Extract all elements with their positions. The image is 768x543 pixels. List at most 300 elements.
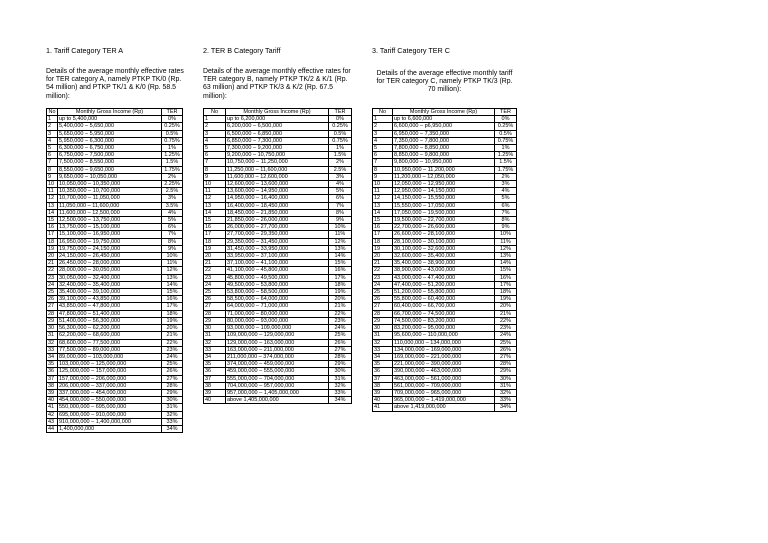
cell-ter-rate: 25% — [329, 332, 352, 339]
cell-income-range: 60,400,000 – 66,700,000 — [393, 303, 495, 310]
cell-ter-rate: 16% — [162, 296, 183, 303]
cell-no: 2 — [204, 123, 226, 130]
cell-income-range: 561,000,000 – 709,000,000 — [393, 382, 495, 389]
cell-no: 34 — [204, 353, 226, 360]
cell-income-range: 11,600,000 – 12,500,000 — [58, 209, 162, 216]
cell-no: 11 — [373, 188, 393, 195]
cell-no: 39 — [204, 389, 226, 396]
table-row — [373, 145, 517, 152]
section-heading: 3. Tariff Category TER C — [372, 46, 450, 55]
cell-no: 24 — [47, 281, 58, 288]
cell-no: 33 — [204, 346, 226, 353]
cell-income-range: 14,150,000 – 15,550,000 — [393, 195, 495, 202]
table-row — [47, 217, 183, 224]
cell-ter-rate: 33% — [329, 389, 352, 396]
cell-no: 33 — [373, 346, 393, 353]
table-row — [47, 224, 183, 231]
cell-no: 2 — [47, 123, 58, 130]
cell-no: 25 — [47, 289, 58, 296]
cell-no: 6 — [47, 152, 58, 159]
header-income: Monthly Gross Income (Rp) — [58, 109, 162, 116]
cell-ter-rate: 0.5% — [329, 130, 352, 137]
cell-no: 8 — [204, 166, 226, 173]
table-row — [373, 397, 517, 404]
cell-income-range: 83,200,000 – 95,000,000 — [393, 325, 495, 332]
table-row — [47, 195, 183, 202]
cell-ter-rate: 29% — [495, 368, 517, 375]
cell-ter-rate: 0% — [329, 116, 352, 123]
cell-ter-rate: 7% — [162, 231, 183, 238]
cell-income-range: 6,750,000 – 7,500,000 — [58, 152, 162, 159]
cell-ter-rate: 26% — [329, 339, 352, 346]
cell-income-range: 337,000,000 – 454,000,000 — [58, 389, 162, 396]
cell-income-range: 22,700,000 – 26,600,000 — [393, 224, 495, 231]
cell-no: 7 — [373, 159, 393, 166]
cell-no: 27 — [204, 303, 226, 310]
cell-ter-rate: 23% — [162, 346, 183, 353]
table-row — [47, 310, 183, 317]
cell-income-range: 110,000,000 – 134,000,000 — [393, 339, 495, 346]
cell-no: 14 — [204, 209, 226, 216]
table-row — [373, 173, 517, 180]
header-ter: TER — [495, 109, 517, 116]
table-row — [204, 310, 352, 317]
table-row — [47, 267, 183, 274]
cell-income-range: 9,800,000 – 10,950,000 — [393, 159, 495, 166]
cell-income-range: 62,200,000 – 68,600,000 — [58, 332, 162, 339]
cell-income-range: 6,600,000 – p6,950,000 — [393, 123, 495, 130]
table-row — [204, 332, 352, 339]
table-row — [47, 332, 183, 339]
table-row — [373, 310, 517, 317]
table-row — [47, 181, 183, 188]
cell-no: 17 — [373, 231, 393, 238]
cell-no: 30 — [204, 325, 226, 332]
cell-income-range: 134,000,000 – 169,000,000 — [393, 346, 495, 353]
cell-income-range: 49,500,000 – 53,800,000 — [226, 281, 329, 288]
cell-ter-rate: 20% — [162, 325, 183, 332]
cell-income-range: 64,000,000 – 71,000,000 — [226, 303, 329, 310]
table-row — [204, 397, 352, 404]
table-row — [373, 375, 517, 382]
cell-income-range: 28,000,000 – 30,050,000 — [58, 267, 162, 274]
cell-ter-rate: 25% — [162, 361, 183, 368]
cell-income-range: 74,500,000 – 83,200,000 — [393, 317, 495, 324]
table-row — [47, 159, 183, 166]
cell-ter-rate: 21% — [329, 303, 352, 310]
cell-income-range: 56,300,000 – 62,200,000 — [58, 325, 162, 332]
header-income: Monthly Gross Income (Rp) — [226, 109, 329, 116]
cell-no: 40 — [204, 397, 226, 404]
cell-income-range: 5,400,000 – 5,650,000 — [58, 123, 162, 130]
cell-no: 40 — [373, 397, 393, 404]
cell-income-range: 695,000,000 – 910,000,000 — [58, 411, 162, 418]
cell-ter-rate: 4% — [495, 188, 517, 195]
cell-no: 18 — [47, 238, 58, 245]
cell-ter-rate: 22% — [329, 310, 352, 317]
cell-ter-rate: 26% — [162, 368, 183, 375]
table-row — [47, 361, 183, 368]
cell-ter-rate: 18% — [495, 289, 517, 296]
cell-income-range: 12,050,000 – 12,950,000 — [393, 181, 495, 188]
cell-no: 29 — [47, 317, 58, 324]
table-row — [204, 317, 352, 324]
cell-ter-rate: 18% — [329, 281, 352, 288]
table-row — [47, 339, 183, 346]
cell-ter-rate: 11% — [162, 260, 183, 267]
cell-no: 29 — [204, 317, 226, 324]
table-row — [373, 339, 517, 346]
cell-income-range: 10,950,000 – 11,200,000 — [393, 166, 495, 173]
section-description: Details of the average effective monthly tariff for TER category C, namely PTKP TK/3 (Rp. 70 million): — [376, 70, 513, 94]
cell-ter-rate: 9% — [162, 245, 183, 252]
cell-no: 13 — [204, 202, 226, 209]
cell-ter-rate: 7% — [495, 209, 517, 216]
cell-no: 15 — [373, 217, 393, 224]
table-row — [47, 274, 183, 281]
cell-ter-rate: 0% — [162, 116, 183, 123]
section-ter-a — [46, 46, 186, 433]
table-row — [204, 145, 352, 152]
table-row — [204, 260, 352, 267]
table-row — [204, 202, 352, 209]
table-row — [204, 159, 352, 166]
header-ter: TER — [162, 109, 183, 116]
cell-ter-rate: 13% — [329, 245, 352, 252]
cell-ter-rate: 34% — [162, 425, 183, 432]
cell-ter-rate: 32% — [162, 411, 183, 418]
cell-ter-rate: 14% — [329, 253, 352, 260]
cell-income-range: 9,200,000 – 10,750,000 — [226, 152, 329, 159]
cell-ter-rate: 24% — [329, 325, 352, 332]
table-row — [47, 325, 183, 332]
cell-income-range: 26,600,000 – 28,100,000 — [393, 231, 495, 238]
cell-no: 36 — [204, 368, 226, 375]
cell-no: 31 — [373, 332, 393, 339]
cell-income-range: 8,550,000 – 9,650,000 — [58, 166, 162, 173]
table-row — [47, 397, 183, 404]
cell-ter-rate: 1.25% — [495, 152, 517, 159]
cell-ter-rate: 19% — [329, 289, 352, 296]
cell-no: 9 — [47, 173, 58, 180]
cell-no: 12 — [204, 195, 226, 202]
cell-income-range: 28,100,000 – 30,100,000 — [393, 238, 495, 245]
cell-ter-rate: 1% — [329, 145, 352, 152]
cell-income-range: 37,100,000 – 41,100,000 — [226, 260, 329, 267]
cell-income-range: 66,700,000 – 74,500,000 — [393, 310, 495, 317]
header-no: No — [48, 109, 56, 115]
cell-income-range: 47,800,000 – 51,400,000 — [58, 310, 162, 317]
cell-income-range: 39,100,000 – 43,850,000 — [58, 296, 162, 303]
cell-no: 20 — [204, 253, 226, 260]
table-row — [204, 253, 352, 260]
cell-income-range: 7,800,000 – 8,850,000 — [393, 145, 495, 152]
table-row — [204, 353, 352, 360]
table-row — [373, 253, 517, 260]
cell-ter-rate: 3.5% — [162, 202, 183, 209]
cell-income-range: 7,350,000 – 7,800,000 — [393, 137, 495, 144]
cell-no: 11 — [47, 188, 58, 195]
table-row — [47, 209, 183, 216]
cell-ter-rate: 6% — [329, 195, 352, 202]
cell-no: 21 — [373, 260, 393, 267]
table-row — [204, 289, 352, 296]
cell-income-range: 55,800,000 – 60,400,000 — [393, 296, 495, 303]
cell-income-range: 21,850,000 – 26,000,000 — [226, 217, 329, 224]
cell-income-range: 71,000,000 – 80,000,000 — [226, 310, 329, 317]
table-row — [373, 361, 517, 368]
cell-income-range: 31,450,000 – 33,950,000 — [226, 245, 329, 252]
cell-income-range: 463,000,000 – 561,000,000 — [393, 375, 495, 382]
table-row — [47, 123, 183, 130]
cell-ter-rate: 2% — [329, 159, 352, 166]
cell-income-range: 10,050,000 – 10,350,000 — [58, 181, 162, 188]
table-row — [204, 173, 352, 180]
table-row — [204, 346, 352, 353]
cell-ter-rate: 6% — [495, 202, 517, 209]
cell-ter-rate: 11% — [495, 238, 517, 245]
cell-income-range: 32,600,000 – 35,400,000 — [393, 253, 495, 260]
cell-ter-rate: 24% — [495, 332, 517, 339]
cell-no: 16 — [47, 224, 58, 231]
cell-ter-rate: 27% — [329, 346, 352, 353]
cell-income-range: 95,600,000 – 110,000,000 — [393, 332, 495, 339]
table-row — [204, 382, 352, 389]
table-row — [47, 368, 183, 375]
cell-no: 3 — [47, 130, 58, 137]
cell-ter-rate: 16% — [329, 267, 352, 274]
table-row — [204, 375, 352, 382]
cell-income-range: 33,950,000 – 37,100,000 — [226, 253, 329, 260]
cell-no: 20 — [373, 253, 393, 260]
cell-income-range: 51,200,000 – 55,800,000 — [393, 289, 495, 296]
cell-ter-rate: 2.5% — [162, 188, 183, 195]
cell-no: 13 — [47, 202, 58, 209]
cell-ter-rate: 0.75% — [495, 137, 517, 144]
cell-ter-rate: 3% — [495, 181, 517, 188]
cell-income-range: 704,000,000 – 957,000,000 — [226, 382, 329, 389]
table-row — [47, 404, 183, 411]
cell-no: 18 — [204, 238, 226, 245]
cell-no: 42 — [47, 411, 58, 418]
cell-income-range: 910,000,000 – 1,400,000,000 — [58, 418, 162, 425]
cell-no: 16 — [373, 224, 393, 231]
table-row — [204, 224, 352, 231]
cell-income-range: 109,000,000 – 129,000,000 — [226, 332, 329, 339]
cell-ter-rate: 15% — [329, 260, 352, 267]
cell-income-range: 16,400,000 – 18,450,000 — [226, 202, 329, 209]
cell-no: 12 — [373, 195, 393, 202]
cell-ter-rate: 8% — [495, 217, 517, 224]
cell-no: 38 — [47, 382, 58, 389]
table-row — [47, 317, 183, 324]
cell-income-range: 374,000,000 – 459,000,000 — [226, 361, 329, 368]
cell-no: 37 — [204, 375, 226, 382]
table-row — [373, 389, 517, 396]
cell-no: 28 — [47, 310, 58, 317]
cell-no: 3 — [204, 130, 226, 137]
cell-ter-rate: 13% — [162, 274, 183, 281]
cell-no: 4 — [373, 137, 393, 144]
cell-ter-rate: 27% — [495, 353, 517, 360]
cell-ter-rate: 23% — [329, 317, 352, 324]
cell-income-range: 129,000,000 – 163,000,000 — [226, 339, 329, 346]
table-row — [47, 238, 183, 245]
cell-no: 31 — [204, 332, 226, 339]
cell-no: 35 — [373, 361, 393, 368]
table-row — [373, 195, 517, 202]
table-row — [47, 303, 183, 310]
section-ter-b — [203, 46, 353, 404]
cell-ter-rate: 18% — [162, 310, 183, 317]
cell-no: 21 — [47, 260, 58, 267]
cell-ter-rate: 8% — [162, 238, 183, 245]
cell-ter-rate: 1.25% — [162, 152, 183, 159]
table-row — [204, 296, 352, 303]
cell-no: 14 — [47, 209, 58, 216]
cell-no: 7 — [47, 159, 58, 166]
cell-ter-rate: 11% — [329, 231, 352, 238]
cell-income-range: 11,600,000 – 12,600,000 — [226, 173, 329, 180]
table-row — [204, 361, 352, 368]
cell-ter-rate: 22% — [495, 317, 517, 324]
table-row — [47, 389, 183, 396]
section-description: Details of the average monthly effective rates for TER category B, namely PTKP TK/2 & K/1 (Rp. 63 million) and PTKP TK/3 & K/2 (Rp. 67.5 million): — [203, 68, 351, 100]
table-row — [47, 245, 183, 252]
table-row — [204, 137, 352, 144]
cell-income-range: 10,700,000 – 11,050,000 — [58, 195, 162, 202]
table-row — [373, 317, 517, 324]
cell-income-range: 169,000,000 – 221,000,000 — [393, 353, 495, 360]
cell-ter-rate: 2.25% — [162, 181, 183, 188]
cell-ter-rate: 12% — [329, 238, 352, 245]
section-ter-c — [372, 46, 517, 412]
cell-no: 10 — [373, 181, 393, 188]
table-row — [373, 123, 517, 130]
cell-income-range: 965,000,000 – 1,419,000,000 — [393, 397, 495, 404]
table-row — [47, 353, 183, 360]
ter-table — [46, 108, 183, 433]
table-row — [373, 332, 517, 339]
cell-ter-rate: 19% — [162, 317, 183, 324]
table-row — [373, 404, 517, 411]
cell-ter-rate: 28% — [162, 382, 183, 389]
cell-no: 1 — [47, 116, 58, 123]
cell-income-range: 43,000,000 – 47,400,000 — [393, 274, 495, 281]
cell-income-range: 68,600,000 – 77,500,000 — [58, 339, 162, 346]
table-row — [373, 281, 517, 288]
cell-ter-rate: 12% — [495, 245, 517, 252]
cell-no: 4 — [204, 137, 226, 144]
table-row — [204, 166, 352, 173]
table-row — [204, 217, 352, 224]
table-row — [373, 274, 517, 281]
table-row — [47, 296, 183, 303]
cell-no: 21 — [204, 260, 226, 267]
cell-ter-rate: 13% — [495, 253, 517, 260]
cell-no: 1 — [373, 116, 393, 123]
cell-ter-rate: 5% — [329, 188, 352, 195]
table-row — [47, 145, 183, 152]
cell-income-range: 19,750,000 – 24,150,000 — [58, 245, 162, 252]
cell-income-range: 11,050,000 – 11,600,000 — [58, 202, 162, 209]
cell-ter-rate: 2% — [162, 173, 183, 180]
cell-ter-rate: 8% — [329, 209, 352, 216]
header-income: Monthly Gross Income (Rp) — [393, 109, 495, 116]
cell-no: 36 — [47, 368, 58, 375]
cell-income-range: 93,000,000 – 109,000,000 — [226, 325, 329, 332]
table-row — [47, 425, 183, 432]
cell-no: 17 — [47, 231, 58, 238]
cell-ter-rate: 28% — [329, 353, 352, 360]
cell-income-range: 12,600,000 – 13,600,000 — [226, 181, 329, 188]
cell-no: 14 — [373, 209, 393, 216]
header-no: No — [204, 109, 226, 116]
cell-income-range: 80,000,000 – 93,000,000 — [226, 317, 329, 324]
cell-no: 38 — [204, 382, 226, 389]
cell-no: 10 — [47, 181, 58, 188]
cell-ter-rate: 34% — [329, 397, 352, 404]
cell-no: 38 — [373, 382, 393, 389]
cell-no: 32 — [204, 339, 226, 346]
table-header-row — [47, 109, 183, 116]
cell-income-range: 459,000,000 – 555,000,000 — [226, 368, 329, 375]
cell-no: 32 — [47, 339, 58, 346]
table-row — [47, 173, 183, 180]
table-row — [373, 130, 517, 137]
table-row — [204, 181, 352, 188]
table-row — [373, 202, 517, 209]
cell-no: 19 — [47, 245, 58, 252]
cell-income-range: 30,050,000 – 32,400,000 — [58, 274, 162, 281]
cell-ter-rate: 32% — [329, 382, 352, 389]
cell-no: 15 — [47, 217, 58, 224]
table-row — [47, 375, 183, 382]
table-row — [47, 382, 183, 389]
cell-ter-rate: 4% — [329, 181, 352, 188]
cell-no: 35 — [47, 361, 58, 368]
cell-no: 6 — [373, 152, 393, 159]
cell-income-range: 211,000,000 – 374,000,000 — [226, 353, 329, 360]
cell-ter-rate: 15% — [162, 289, 183, 296]
cell-income-range: 11,250,000 – 11,600,000 — [226, 166, 329, 173]
cell-income-range: 957,000,000 – 1,405,000,000 — [226, 389, 329, 396]
cell-no: 27 — [47, 303, 58, 310]
cell-income-range: 8,850,000 – 9,800,000 — [393, 152, 495, 159]
table-row — [204, 152, 352, 159]
cell-ter-rate: 0.25% — [495, 123, 517, 130]
cell-ter-rate: 15% — [495, 267, 517, 274]
cell-income-range: 6,500,000 – 6,850,000 — [226, 130, 329, 137]
cell-no: 15 — [204, 217, 226, 224]
cell-income-range: 6,300,000 – 6,750,000 — [58, 145, 162, 152]
cell-no: 29 — [373, 317, 393, 324]
section-heading: 1. Tariff Category TER A — [46, 46, 124, 55]
cell-ter-rate: 2% — [495, 173, 517, 180]
cell-no: 20 — [47, 253, 58, 260]
table-row — [47, 253, 183, 260]
cell-ter-rate: 2.5% — [329, 166, 352, 173]
cell-income-range: up to 5,400,000 — [58, 116, 162, 123]
cell-no: 8 — [47, 166, 58, 173]
cell-ter-rate: 20% — [329, 296, 352, 303]
cell-income-range: 11,200,000 – 12,050,000 — [393, 173, 495, 180]
header-ter: TER — [329, 109, 352, 116]
cell-ter-rate: 10% — [495, 231, 517, 238]
cell-no: 4 — [47, 137, 58, 144]
cell-no: 22 — [204, 267, 226, 274]
cell-ter-rate: 1.5% — [329, 152, 352, 159]
